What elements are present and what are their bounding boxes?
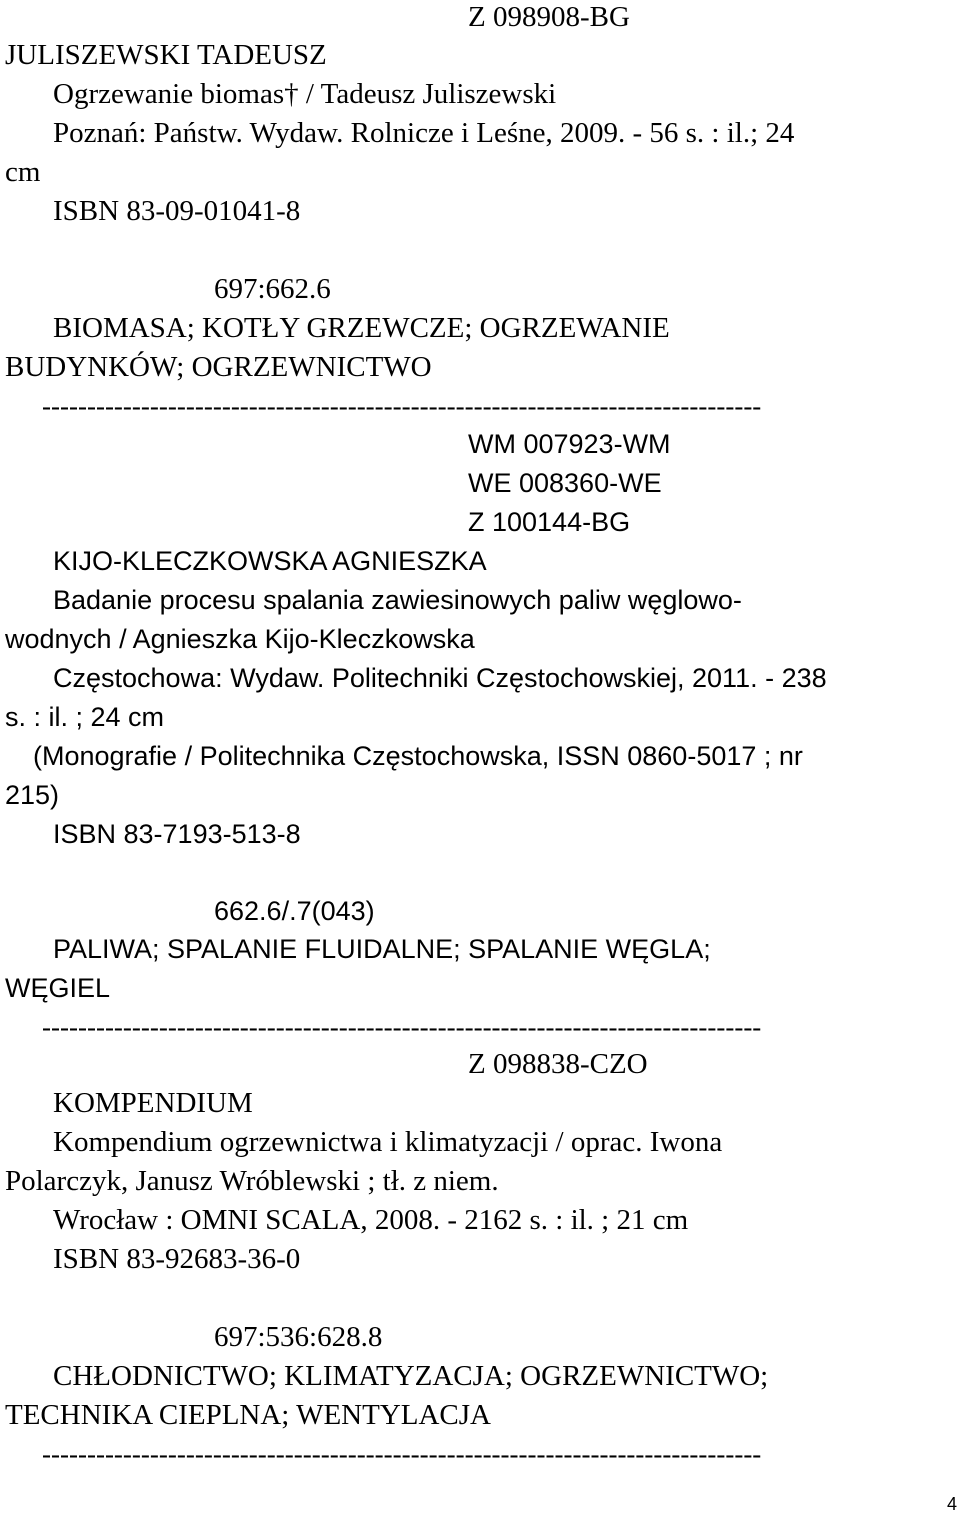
subject-headings-continued: BUDYNKÓW; OGRZEWNICTWO xyxy=(5,351,432,383)
series-statement-continued: 215) xyxy=(5,780,60,810)
signature: WM 007923-WM xyxy=(468,429,671,459)
imprint-continued: cm xyxy=(5,156,41,188)
title: Badanie procesu spalania zawiesinowych paliw węglowo- xyxy=(53,585,742,615)
isbn: ISBN 83-92683-36-0 xyxy=(53,1243,301,1275)
title: Ogrzewanie biomas† / Tadeusz Juliszewski xyxy=(53,78,557,110)
signature: WE 008360-WE xyxy=(468,468,662,498)
imprint: Częstochowa: Wydaw. Politechniki Częstochowskiej, 2011. - 238 xyxy=(53,663,827,693)
signature: Z 100144-BG xyxy=(468,507,631,537)
imprint: Wrocław : OMNI SCALA, 2008. - 2162 s. : il. ; 21 cm xyxy=(53,1204,689,1236)
page-number: 4 xyxy=(946,1494,957,1514)
signature: Z 098908-BG xyxy=(468,1,630,33)
author: KIJO-KLECZKOWSKA AGNIESZKA xyxy=(53,546,487,576)
title-continued: Polarczyk, Janusz Wróblewski ; tł. z niem. xyxy=(5,1165,499,1197)
title: Kompendium ogrzewnictwa i klimatyzacji / oprac. Iwona xyxy=(53,1126,723,1158)
isbn: ISBN 83-09-01041-8 xyxy=(53,195,301,227)
udc-classification: 662.6/.7(043) xyxy=(214,896,375,926)
title-continued: wodnych / Agnieszka Kijo-Kleczkowska xyxy=(5,624,475,654)
separator: -------------------------------------------------------------------------------- xyxy=(42,1012,762,1042)
subject-headings-continued: TECHNIKA CIEPLNA; WENTYLACJA xyxy=(5,1399,491,1431)
series-statement: (Monografie / Politechnika Częstochowska, ISSN 0860-5017 ; nr xyxy=(33,741,803,771)
author: KOMPENDIUM xyxy=(53,1087,253,1119)
subject-headings: BIOMASA; KOTŁY GRZEWCZE; OGRZEWANIE xyxy=(53,312,670,344)
subject-headings: CHŁODNICTWO; KLIMATYZACJA; OGRZEWNICTWO; xyxy=(53,1360,769,1392)
author: JULISZEWSKI TADEUSZ xyxy=(5,39,327,71)
imprint: Poznań: Państw. Wydaw. Rolnicze i Leśne, 2009. - 56 s. : il.; 24 xyxy=(53,117,795,149)
isbn: ISBN 83-7193-513-8 xyxy=(53,819,301,849)
signature: Z 098838-CZO xyxy=(468,1048,648,1080)
separator: -------------------------------------------------------------------------------- xyxy=(42,391,762,421)
udc-classification: 697:536:628.8 xyxy=(214,1321,383,1353)
imprint-continued: s. : il. ; 24 cm xyxy=(5,702,165,732)
subject-headings: PALIWA; SPALANIE FLUIDALNE; SPALANIE WĘGLA; xyxy=(53,934,711,964)
udc-classification: 697:662.6 xyxy=(214,273,331,305)
subject-headings-continued: WĘGIEL xyxy=(5,973,111,1003)
separator: -------------------------------------------------------------------------------- xyxy=(42,1439,762,1469)
